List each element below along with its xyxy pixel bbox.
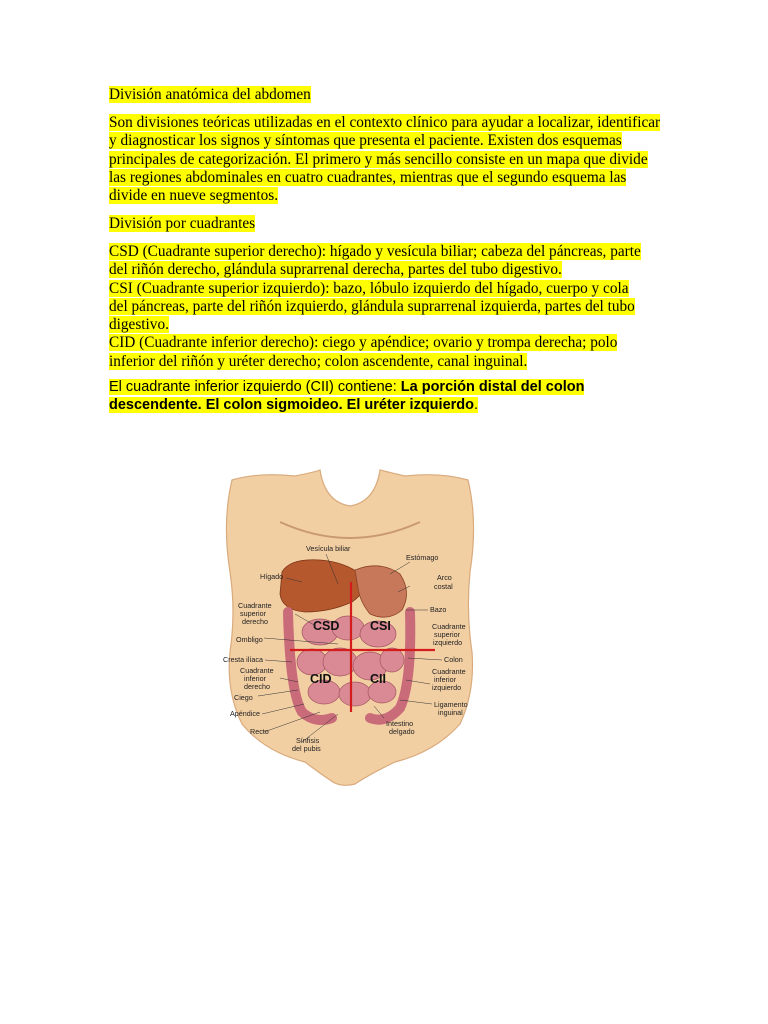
cii-bold-1: La porción distal del colon bbox=[400, 379, 585, 395]
quadrant-line: inferior del riñón y uréter derecho; colon ascendente, canal inguinal. bbox=[109, 352, 528, 370]
intro-line: y diagnosticar los signos y síntomas que presenta el paciente. Existen dos esquemas bbox=[109, 132, 622, 150]
quadrant-line: digestivo. bbox=[109, 316, 169, 334]
label-cid-1: Cuadrante bbox=[240, 666, 274, 675]
label-cii-1: Cuadrante bbox=[432, 667, 466, 676]
label-intestino: Intestino bbox=[386, 719, 414, 728]
label-csi-1: Cuadrante bbox=[432, 622, 466, 631]
quadrants-paragraph bbox=[109, 243, 669, 371]
label-costal: costal bbox=[434, 582, 453, 591]
abdomen-quadrants-figure bbox=[220, 462, 480, 792]
label-ombligo: Ombligo bbox=[236, 635, 263, 644]
intro-line: las regiones abdominales en cuatro cuadrantes, mientras que el segundo esquema las bbox=[109, 168, 627, 186]
cii-lead: El cuadrante inferior izquierdo (CII) contiene: bbox=[109, 379, 401, 395]
quadrant-label-cii: CII bbox=[370, 672, 386, 686]
label-vesicula: Vesícula biliar bbox=[306, 544, 351, 553]
label-csi-3: izquierdo bbox=[433, 638, 463, 647]
label-delgado: delgado bbox=[389, 727, 415, 736]
quadrant-label-csd: CSD bbox=[313, 619, 340, 633]
quadrant-line: del riñón derecho, glándula suprarrenal derecha, partes del tubo digestivo. bbox=[109, 261, 562, 279]
label-ciego: Ciego bbox=[234, 693, 253, 702]
label-sinfisis: Sínfisis bbox=[296, 736, 320, 745]
cii-tail: . bbox=[474, 397, 479, 413]
label-recto: Recto bbox=[250, 727, 269, 736]
label-bazo: Bazo bbox=[430, 605, 447, 614]
document-heading: División anatómica del abdomen bbox=[109, 86, 311, 103]
label-cid-3: derecho bbox=[244, 682, 270, 691]
label-csd-1: Cuadrante bbox=[238, 601, 272, 610]
quadrant-line: CID (Cuadrante inferior derecho): ciego y apéndice; ovario y trompa derecha; polo bbox=[109, 334, 618, 352]
label-arco: Arco bbox=[437, 573, 452, 582]
intro-paragraph bbox=[109, 114, 669, 205]
label-csd-3: derecho bbox=[242, 617, 268, 626]
label-csd-2: superior bbox=[240, 609, 266, 618]
label-pubis: del pubis bbox=[292, 744, 321, 753]
label-csi-2: superior bbox=[434, 630, 460, 639]
cii-bold-2: descendente. El colon sigmoideo. El uréter izquierdo bbox=[109, 397, 474, 413]
label-colon: Colon bbox=[444, 655, 463, 664]
abdomen-illustration bbox=[220, 462, 480, 792]
label-apendice: Apéndice bbox=[230, 709, 260, 718]
label-higado: Hígado bbox=[260, 572, 284, 581]
label-inguinal: inguinal bbox=[438, 708, 463, 717]
intro-line: divide en nueve segmentos. bbox=[109, 187, 279, 205]
quadrant-line: CSI (Cuadrante superior izquierdo): bazo, lóbulo izquierdo del hígado, cuerpo y cola bbox=[109, 279, 629, 297]
cii-paragraph bbox=[109, 378, 669, 414]
quadrant-line: del páncreas, parte del riñón izquierdo, glándula suprarrenal izquierda, partes del tubo bbox=[109, 297, 635, 315]
label-cii-3: izquierdo bbox=[432, 683, 462, 692]
label-cresta: Cresta ilíaca bbox=[223, 655, 263, 664]
quadrant-line: CSD (Cuadrante superior derecho): hígado y vesícula biliar; cabeza del páncreas, parte bbox=[109, 243, 641, 260]
intro-line: Son divisiones teóricas utilizadas en el contexto clínico para ayudar a localizar, identificar bbox=[109, 114, 661, 131]
quadrant-label-cid: CID bbox=[310, 672, 332, 686]
section-subheading: División por cuadrantes bbox=[109, 215, 256, 232]
label-estomago: Estómago bbox=[406, 553, 439, 562]
intro-line: principales de categorización. El primero y más sencillo consiste en un mapa que divide bbox=[109, 150, 648, 168]
label-cid-2: inferior bbox=[244, 674, 266, 683]
label-cii-2: inferior bbox=[434, 675, 456, 684]
label-ligamento: Ligamento bbox=[434, 700, 468, 709]
quadrant-label-csi: CSI bbox=[370, 619, 391, 633]
